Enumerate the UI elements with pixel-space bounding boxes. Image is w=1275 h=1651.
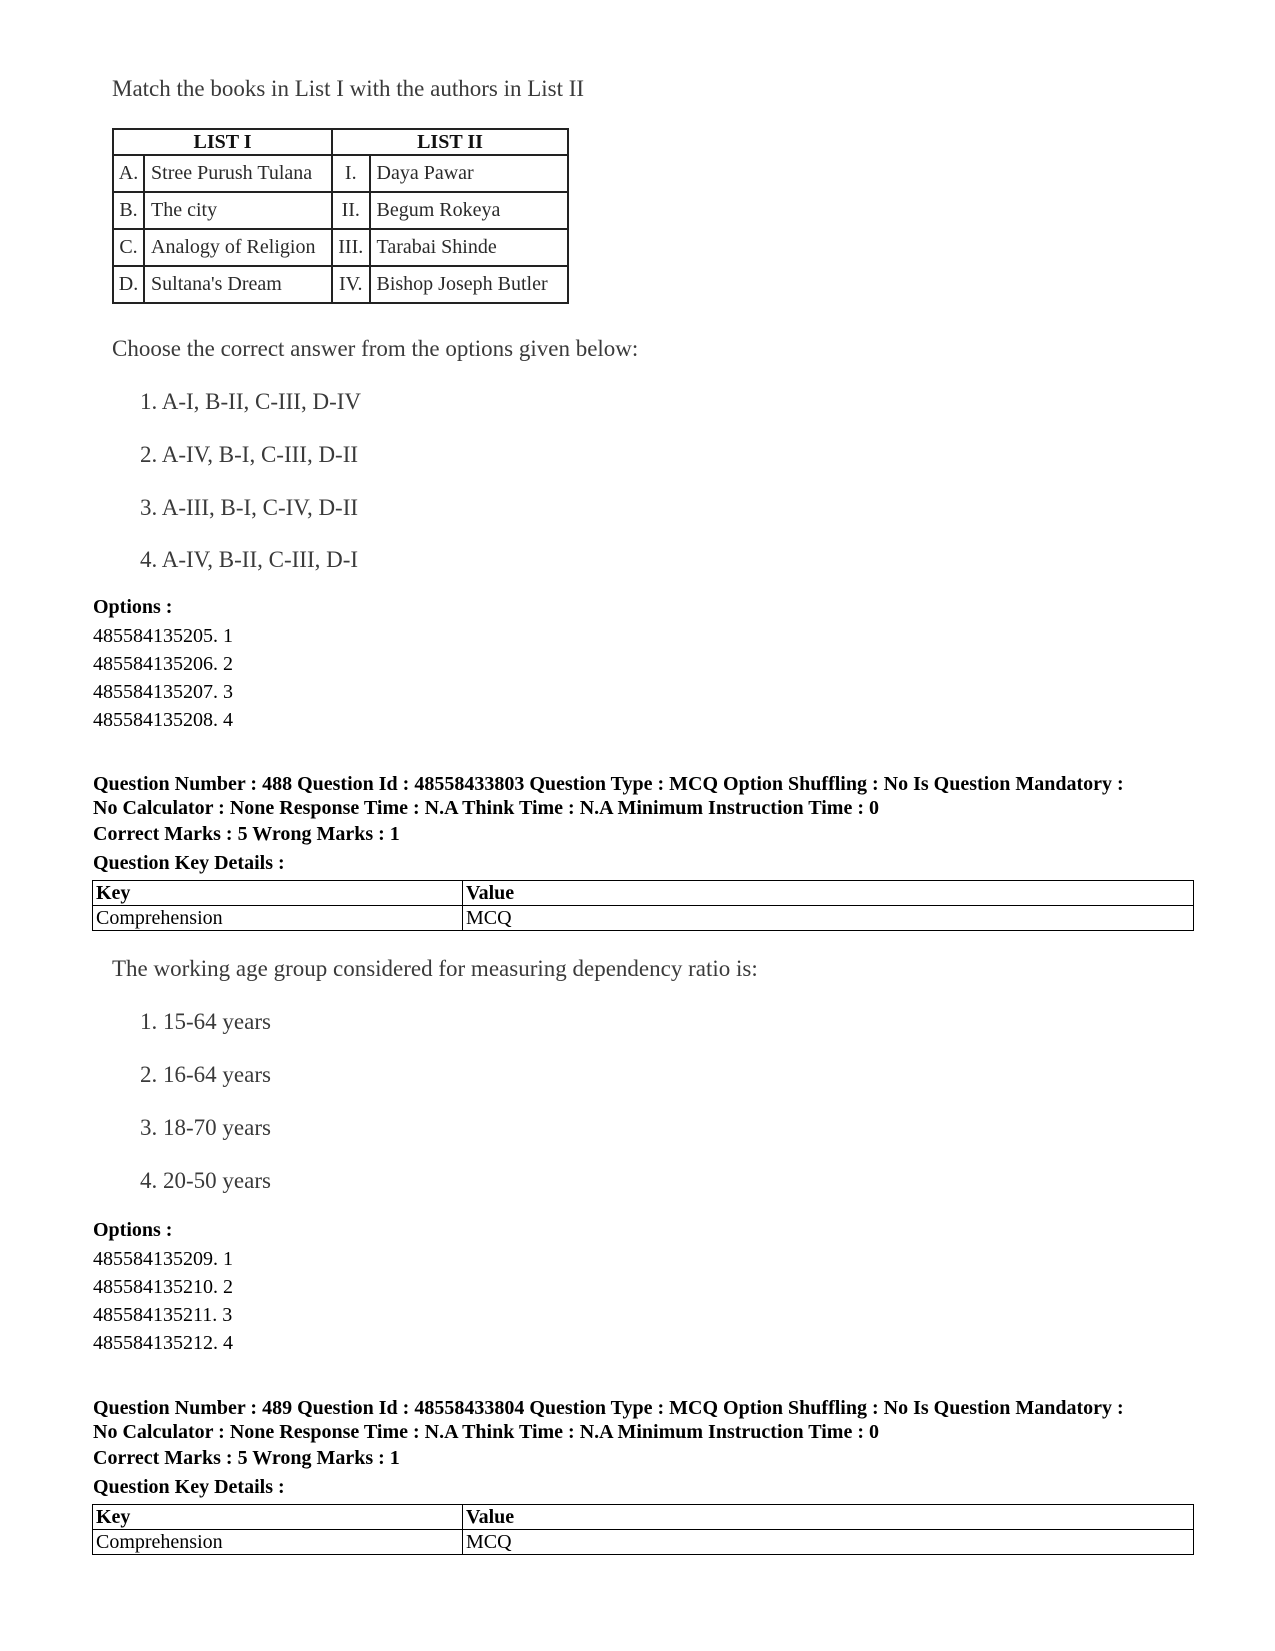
option-id: 485584135212. 4 [93,1332,233,1354]
key-cell: Comprehension [93,1530,463,1555]
book-title: The city [144,192,332,229]
match-row [113,229,568,266]
key-table-header [93,1505,1194,1530]
value-cell: MCQ [463,906,1194,931]
q488-key-details-label: Question Key Details : [93,852,285,874]
q489-meta [93,1396,1193,1444]
option-id: 485584135210. 2 [93,1276,233,1298]
option-id: 485584135208. 4 [93,709,233,731]
value-header: Value [463,881,1194,906]
list-2-numeral: III. [332,229,370,266]
value-cell: MCQ [463,1530,1194,1555]
option-id: 485584135205. 1 [93,625,233,647]
q487-choose-instruction: Choose the correct answer from the options given below: [112,336,639,361]
match-row [113,155,568,192]
list-1-letter: B. [113,192,144,229]
q487-answer-4: 4. A-IV, B-II, C-III, D-I [140,547,359,572]
list-2-numeral: IV. [332,266,370,303]
match-table [112,128,569,304]
key-table-row [93,906,1194,931]
match-row [113,192,568,229]
book-title: Sultana's Dream [144,266,332,303]
q487-options-list [93,622,233,734]
author-name: Tarabai Shinde [370,229,569,266]
author-name: Daya Pawar [370,155,569,192]
q487-answer-1: 1. A-I, B-II, C-III, D-IV [140,389,361,414]
q488-prompt: The working age group considered for measuring dependency ratio is: [112,956,758,981]
key-table-header [93,881,1194,906]
q488-meta [93,772,1193,820]
q487-answer-2: 2. A-IV, B-I, C-III, D-II [140,442,359,467]
option-id: 485584135211. 3 [93,1304,233,1326]
key-table-row [93,1530,1194,1555]
list-2-numeral: II. [332,192,370,229]
option-id: 485584135206. 2 [93,653,233,675]
option-id: 485584135209. 1 [93,1248,233,1270]
q489-key-table [92,1504,1194,1555]
match-table-header [113,129,568,155]
q488-meta-line-2: No Calculator : None Response Time : N.A Think Time : N.A Minimum Instruction Time : 0 [93,797,879,819]
q489-meta-line-2: No Calculator : None Response Time : N.A Think Time : N.A Minimum Instruction Time : 0 [93,1421,879,1443]
list-1-header: LIST I [113,129,332,155]
match-row [113,266,568,303]
q488-answer-4: 4. 20-50 years [140,1168,271,1193]
option-id: 485584135207. 3 [93,681,233,703]
q489-key-details-label: Question Key Details : [93,1476,285,1498]
q487-prompt: Match the books in List I with the authors in List II [112,76,585,101]
q488-key-table [92,880,1194,931]
q488-options-label: Options : [93,1219,173,1241]
q488-meta-line-1: Question Number : 488 Question Id : 48558433803 Question Type : MCQ Option Shuffling : No Is Question Mandatory : [93,773,1124,795]
author-name: Begum Rokeya [370,192,569,229]
key-cell: Comprehension [93,906,463,931]
q488-marks: Correct Marks : 5 Wrong Marks : 1 [93,823,400,845]
q487-options-label: Options : [93,596,173,618]
list-2-numeral: I. [332,155,370,192]
author-name: Bishop Joseph Butler [370,266,569,303]
q488-answer-1: 1. 15-64 years [140,1009,271,1034]
value-header: Value [463,1505,1194,1530]
key-header: Key [93,881,463,906]
q489-meta-line-1: Question Number : 489 Question Id : 48558433804 Question Type : MCQ Option Shuffling : No Is Question Mandatory : [93,1397,1124,1419]
book-title: Stree Purush Tulana [144,155,332,192]
list-1-letter: D. [113,266,144,303]
q489-marks: Correct Marks : 5 Wrong Marks : 1 [93,1447,400,1469]
list-1-letter: C. [113,229,144,266]
q488-options-list [93,1245,233,1357]
list-1-letter: A. [113,155,144,192]
key-header: Key [93,1505,463,1530]
q487-answer-3: 3. A-III, B-I, C-IV, D-II [140,495,359,520]
q488-answer-2: 2. 16-64 years [140,1062,271,1087]
book-title: Analogy of Religion [144,229,332,266]
q488-answer-3: 3. 18-70 years [140,1115,271,1140]
list-2-header: LIST II [332,129,568,155]
